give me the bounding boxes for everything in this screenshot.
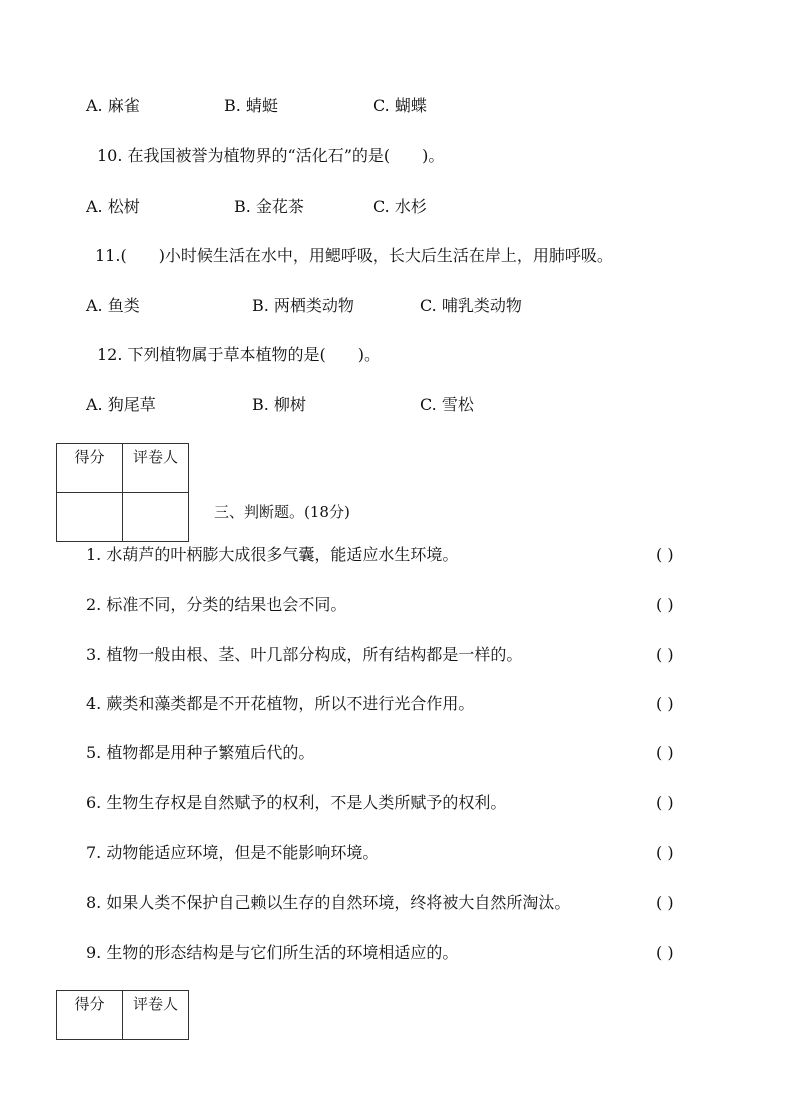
q12-question: 12. 下列植物属于草本植物的是( )。: [97, 345, 381, 364]
score-table: [56, 443, 189, 542]
q12-option-c: C. 雪松: [420, 395, 474, 414]
grader-header: 评卷人: [123, 991, 189, 1040]
answer-paren[interactable]: ( ): [656, 793, 674, 812]
judge-item-text: 1. 水葫芦的叶柄膨大成很多气囊，能适应水生环境。: [86, 545, 459, 564]
section-title: 三、判断题。(18分): [214, 503, 350, 521]
q10-option-a: A. 松树: [86, 197, 140, 216]
judge-item-text: 8. 如果人类不保护自己赖以生存的自然环境，终将被大自然所淘汰。: [86, 893, 571, 912]
judge-item-text: 5. 植物都是用种子繁殖后代的。: [86, 743, 315, 762]
answer-paren[interactable]: ( ): [656, 943, 674, 962]
answer-paren[interactable]: ( ): [656, 645, 674, 664]
answer-paren[interactable]: ( ): [656, 694, 674, 713]
answer-paren[interactable]: ( ): [656, 743, 674, 762]
judge-item: [86, 741, 706, 765]
answer-paren[interactable]: ( ): [656, 595, 674, 614]
judge-item: [86, 891, 706, 915]
answer-paren[interactable]: ( ): [656, 843, 674, 862]
judge-item-text: 3. 植物一般由根、茎、叶几部分构成，所有结构都是一样的。: [86, 645, 523, 664]
judge-item-text: 2. 标准不同，分类的结果也会不同。: [86, 595, 347, 614]
q9-option-c: C. 蝴蝶: [373, 96, 427, 115]
score-header: 得分: [57, 444, 123, 493]
q11-option-b: B. 两栖类动物: [252, 296, 354, 315]
q12-option-b: B. 柳树: [252, 395, 306, 414]
judge-item: [86, 543, 706, 567]
score-header: 得分: [57, 991, 123, 1040]
judge-item: [86, 593, 706, 617]
score-cell[interactable]: [57, 493, 123, 542]
score-table: [56, 990, 189, 1040]
q11-option-a: A. 鱼类: [86, 296, 140, 315]
answer-paren[interactable]: ( ): [656, 545, 674, 564]
q10-option-c: C. 水杉: [373, 197, 427, 216]
q11-option-c: C. 哺乳类动物: [420, 296, 522, 315]
q10-question: 10. 在我国被誉为植物界的“活化石”的是( )。: [97, 146, 445, 165]
q9-option-b: B. 蜻蜓: [224, 96, 278, 115]
judge-item: [86, 692, 706, 716]
judge-item: [86, 841, 706, 865]
q11-question: 11.( )小时候生活在水中，用鳃呼吸，长大后生活在岸上，用肺呼吸。: [95, 246, 613, 265]
judge-item-text: 6. 生物生存权是自然赋予的权利，不是人类所赋予的权利。: [86, 793, 507, 812]
grader-header: 评卷人: [123, 444, 189, 493]
judge-item: [86, 791, 706, 815]
judge-item: [86, 643, 706, 667]
judge-item-text: 9. 生物的形态结构是与它们所生活的环境相适应的。: [86, 943, 459, 962]
grader-cell[interactable]: [123, 493, 189, 542]
q12-option-a: A. 狗尾草: [86, 395, 156, 414]
q9-option-a: A. 麻雀: [86, 96, 140, 115]
judge-item: [86, 941, 706, 965]
q10-option-b: B. 金花茶: [234, 197, 304, 216]
judge-item-text: 7. 动物能适应环境，但是不能影响环境。: [86, 843, 379, 862]
answer-paren[interactable]: ( ): [656, 893, 674, 912]
judge-item-text: 4. 蕨类和藻类都是不开花植物，所以不进行光合作用。: [86, 694, 475, 713]
